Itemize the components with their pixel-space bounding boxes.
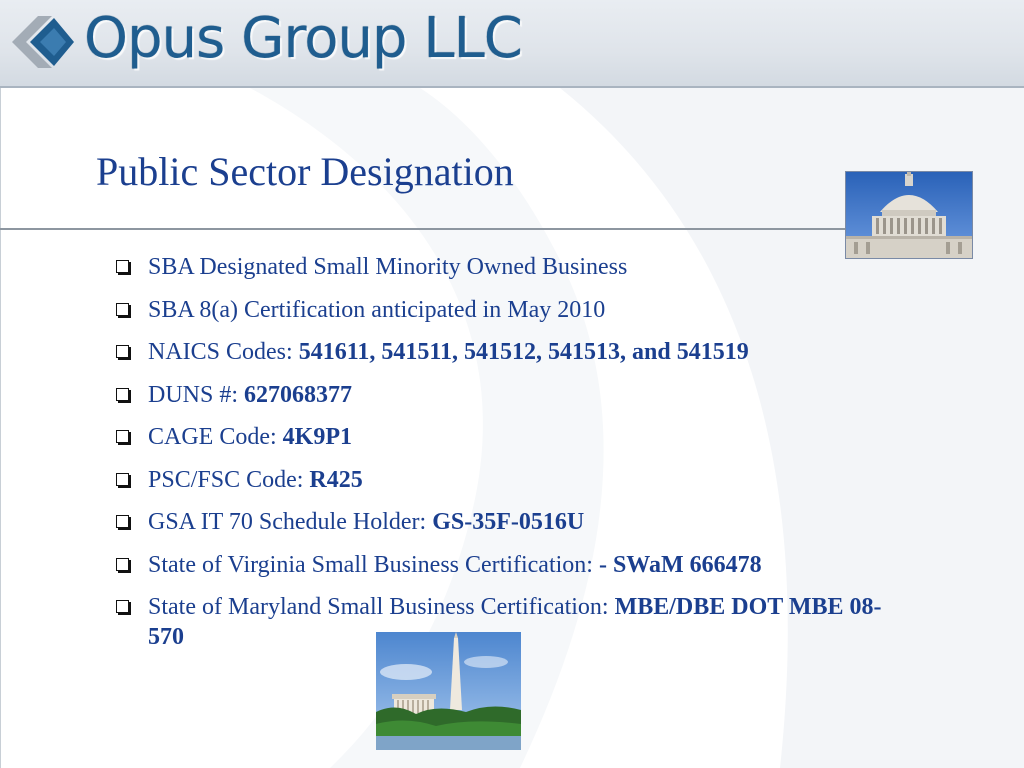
checkbox-bullet-icon — [116, 558, 129, 571]
list-item: State of Maryland Small Business Certification: MBE/DBE DOT MBE 08-570 — [112, 592, 912, 652]
list-item: PSC/FSC Code: R425 — [112, 465, 912, 495]
header-divider — [0, 86, 1024, 88]
checkbox-bullet-icon — [116, 515, 129, 528]
chevron-arrow-logo-icon — [8, 6, 78, 78]
company-name: Opus Group LLC — [84, 6, 522, 71]
list-item: GSA IT 70 Schedule Holder: GS-35F-0516U — [112, 507, 912, 537]
checkbox-bullet-icon — [116, 600, 129, 613]
list-item: DUNS #: 627068377 — [112, 380, 912, 410]
checkbox-bullet-icon — [116, 388, 129, 401]
list-item: NAICS Codes: 541611, 541511, 541512, 541513, and 541519 — [112, 337, 912, 367]
list-item: State of Virginia Small Business Certification: - SWaM 666478 — [112, 550, 912, 580]
list-item: CAGE Code: 4K9P1 — [112, 422, 912, 452]
checkbox-bullet-icon — [116, 303, 129, 316]
list-item: SBA Designated Small Minority Owned Business — [112, 252, 912, 282]
designation-list — [112, 252, 912, 652]
list-item: SBA 8(a) Certification anticipated in May 2010 — [112, 295, 912, 325]
page-title: Public Sector Designation — [96, 149, 514, 194]
checkbox-bullet-icon — [116, 345, 129, 358]
us-capitol-dome-photo — [845, 171, 973, 259]
washington-monument-lincoln-memorial-photo — [376, 632, 521, 750]
title-divider — [0, 228, 850, 230]
checkbox-bullet-icon — [116, 430, 129, 443]
checkbox-bullet-icon — [116, 473, 129, 486]
left-border-rule — [0, 88, 1, 768]
checkbox-bullet-icon — [116, 260, 129, 273]
